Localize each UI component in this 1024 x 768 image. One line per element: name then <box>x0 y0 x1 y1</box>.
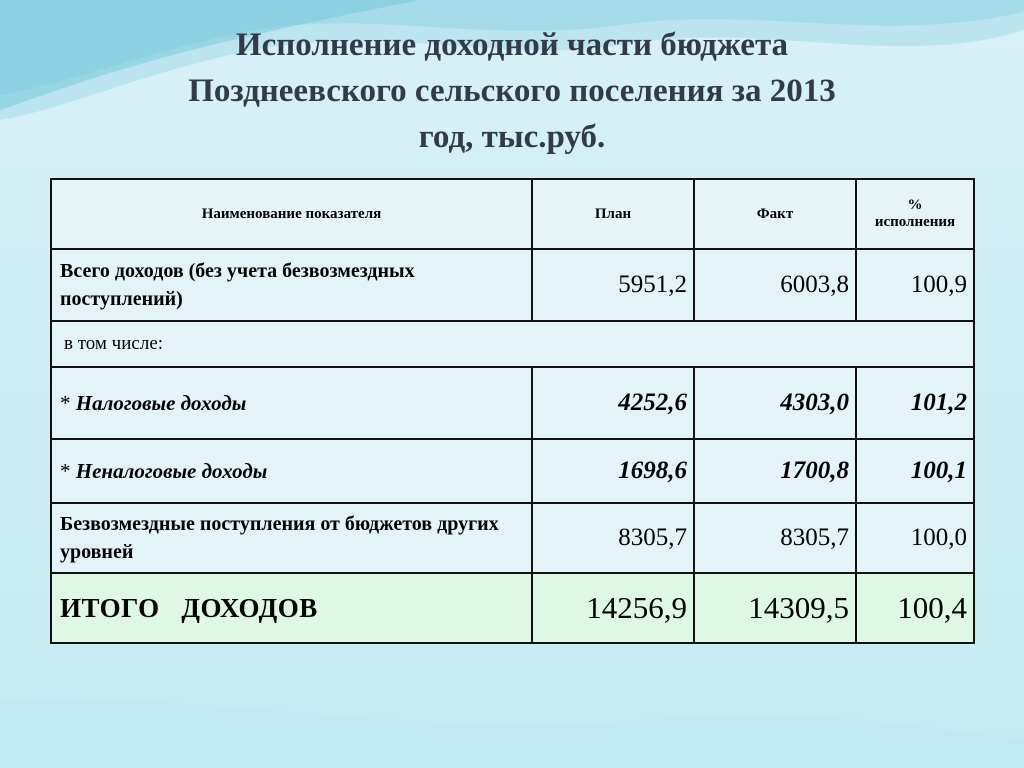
total-percent: 100,4 <box>856 573 974 643</box>
row-fact: 6003,8 <box>694 249 856 321</box>
budget-table <box>50 178 975 644</box>
row-label <box>51 367 532 439</box>
row-label <box>51 439 532 503</box>
row-plan: 1698,6 <box>532 439 694 503</box>
row-plan: 8305,7 <box>532 503 694 573</box>
row-label-text: Налоговые доходы <box>75 391 247 415</box>
row-label: в том числе: <box>51 321 974 367</box>
header-plan: План <box>532 179 694 249</box>
row-label: Безвозмездные поступления от бюджетов других уровней <box>51 503 532 573</box>
slide-title <box>0 22 1024 160</box>
total-label-text: ИТОГО ДОХОДОВ <box>60 593 318 623</box>
row-percent: 100,1 <box>856 439 974 503</box>
table-row <box>51 249 974 321</box>
row-fact: 8305,7 <box>694 503 856 573</box>
table-row <box>51 439 974 503</box>
total-fact: 14309,5 <box>694 573 856 643</box>
row-fact: 1700,8 <box>694 439 856 503</box>
row-label-text: Неналоговые доходы <box>75 459 268 483</box>
header-percent <box>856 179 974 249</box>
table-row <box>51 367 974 439</box>
title-line-1: Исполнение доходной части бюджета <box>235 27 789 63</box>
row-label: Всего доходов (без учета безвозмездных поступлений) <box>51 249 532 321</box>
header-fact: Факт <box>694 179 856 249</box>
table-row <box>51 503 974 573</box>
table-row-total <box>51 573 974 643</box>
title-line-2: Позднеевского сельского поселения за 2013 <box>188 73 836 109</box>
row-plan: 4252,6 <box>532 367 694 439</box>
row-plan: 5951,2 <box>532 249 694 321</box>
row-percent: 100,0 <box>856 503 974 573</box>
header-name: Наименование показателя <box>51 179 532 249</box>
row-marker: * <box>60 459 71 483</box>
row-percent: 100,9 <box>856 249 974 321</box>
total-label <box>51 573 532 643</box>
header-percent-label: исполнения <box>874 214 956 230</box>
row-fact: 4303,0 <box>694 367 856 439</box>
row-percent: 101,2 <box>856 367 974 439</box>
table-row-subheading <box>51 321 974 367</box>
total-plan: 14256,9 <box>532 573 694 643</box>
row-marker: * <box>60 391 71 415</box>
table-header-row <box>51 179 974 249</box>
header-percent-symbol: % <box>907 197 923 213</box>
title-line-3: год, тыс.руб. <box>418 119 606 155</box>
